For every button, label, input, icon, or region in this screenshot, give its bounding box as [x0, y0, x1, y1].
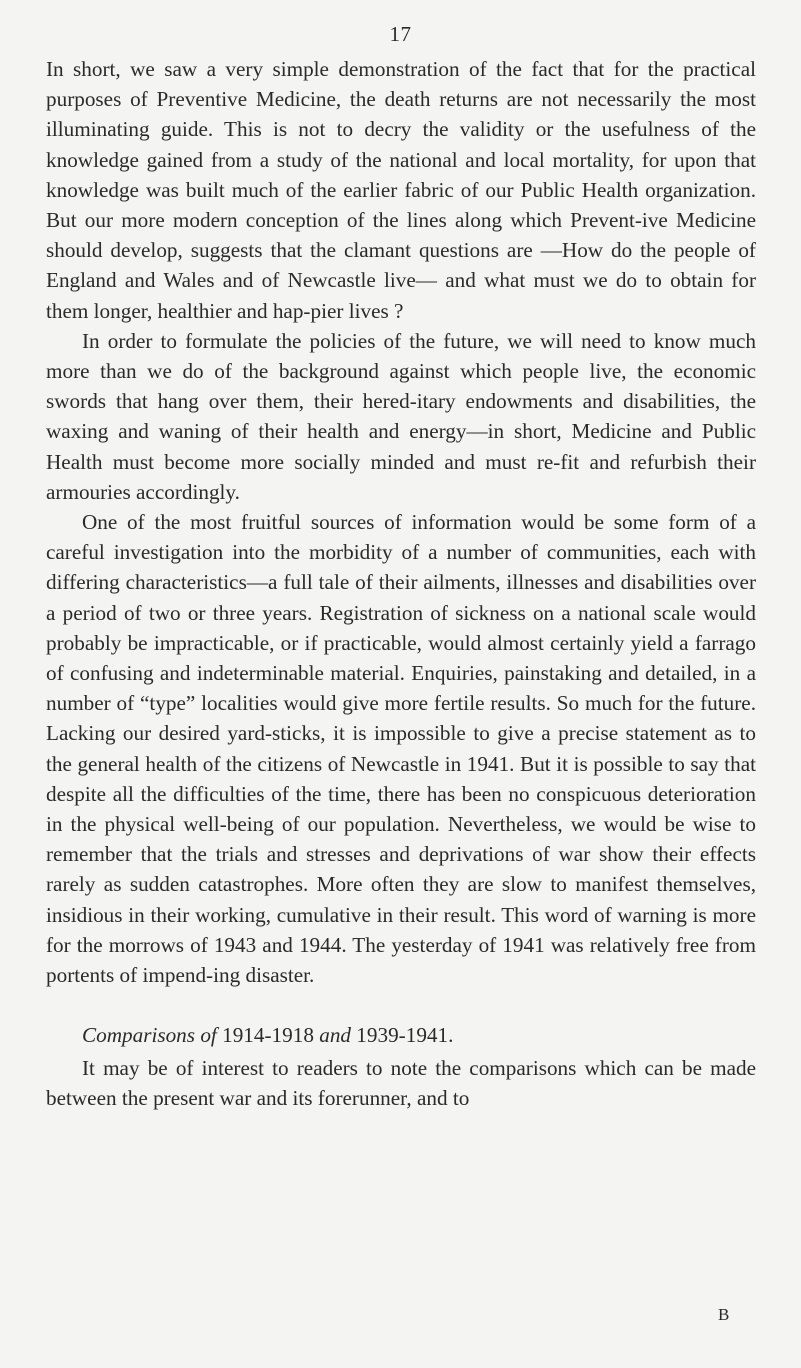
section-heading-and: and — [319, 1023, 351, 1048]
section-heading-comparisons: Comparisons of — [82, 1023, 217, 1048]
section-heading — [46, 990, 756, 1052]
body-text — [46, 54, 756, 1113]
paragraph-4: It may be of interest to readers to note the comparisons which can be made between the present war and its forerunner, and to — [46, 1055, 756, 1110]
section-heading-years-2: 1939-1941. — [356, 1023, 454, 1048]
section-heading-years-1: 1914-1918 — [222, 1023, 314, 1048]
paragraph-1: In short, we saw a very simple demonstration of the fact that for the practical purposes of Preventive Medicine, the death returns are not necessarily the most illuminating guide. This is not to decry the validity or the usefulness of the knowledge gained from a study of the national and local mortality, for upon that knowledge was built much of the earlier fabric of our Public Health organization. But our more modern conception of the lines along which Prevent-ive Medicine should develop, suggests that the clamant questions are —How do the people of England and Wales and of Newcastle live— and what must we do to obtain for them longer, healthier and hap-pier lives ? — [46, 57, 756, 323]
paragraph-3: One of the most fruitful sources of information would be some form of a careful investigation into the morbidity of a number of communities, each with differing characteristics—a full tale of their ailments, illnesses and disabilities over a period of two or three years. Registration of sickness on a national scale would probably be impracticable, or if practicable, would almost certainly yield a farrago of confusing and indeterminable material. Enquiries, painstaking and detailed, in a number of “type” localities would give more fertile results. So much for the future. Lacking our desired yard-sticks, it is impossible to give a precise statement as to the general health of the citizens of Newcastle in 1941. But it is possible to say that despite all the difficulties of the time, there has been no conspicuous deterioration in the physical well-being of our population. Nevertheless, we would be wise to remember that the trials and stresses and deprivations of war show their effects rarely as sudden catastrophes. More often they are slow to manifest themselves, insidious in their working, cumulative in their result. This word of warning is more for the morrows of 1943 and 1944. The yesterday of 1941 was relatively free from portents of impend-ing disaster. — [46, 510, 756, 988]
page-number: 17 — [389, 22, 412, 46]
paragraph-2: In order to formulate the policies of the future, we will need to know much more than we do of the background against which people live, the economic swords that hang over them, their hered-itary endowments and disabilities, the waxing and waning of their health and energy—in short, Medicine and Public Health must become more socially minded and must re-fit and refurbish their armouries accordingly. — [46, 328, 756, 504]
signature-mark: B — [718, 1305, 730, 1324]
